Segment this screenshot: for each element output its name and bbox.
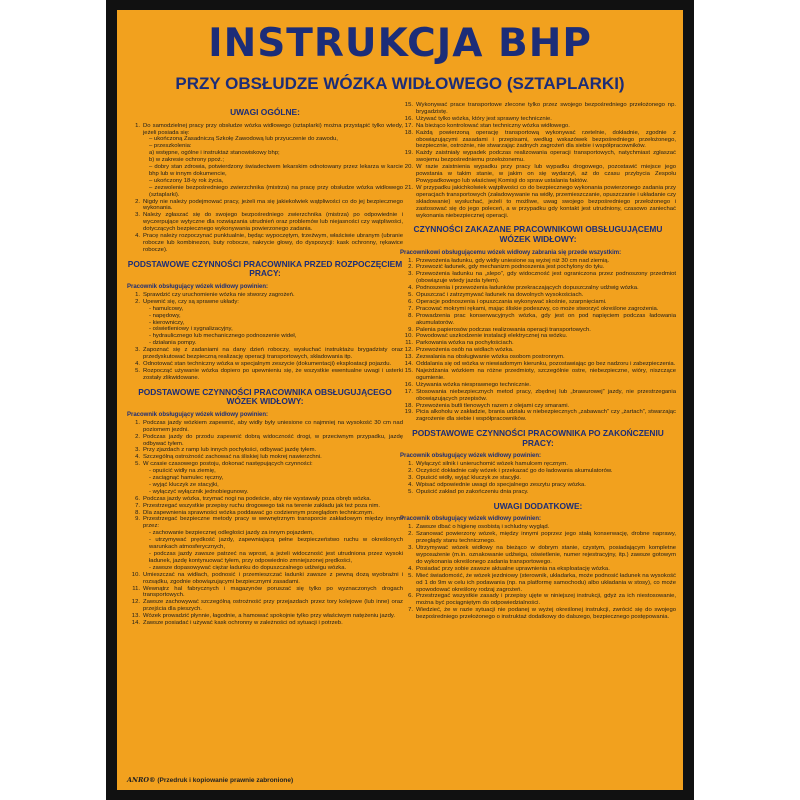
item-text: Dla zapewnienia sprawności wózka poddawać go codziennym przeglądom technicznym. bbox=[143, 509, 374, 516]
list-item bbox=[127, 347, 403, 361]
list-item bbox=[127, 613, 403, 620]
item-text: - kierowniczy, bbox=[149, 319, 185, 326]
list-item bbox=[400, 489, 676, 496]
list-item bbox=[400, 354, 676, 361]
list-item bbox=[400, 524, 676, 531]
forbidden-list bbox=[400, 258, 676, 424]
general-list bbox=[127, 123, 403, 254]
after-work-lead: Pracownik obsługujący wózek widłowy powinien: bbox=[400, 453, 542, 460]
item-text: – przeszkolenia: bbox=[149, 143, 192, 150]
item-number: 2. bbox=[135, 298, 140, 305]
item-number: 1. bbox=[135, 291, 140, 298]
list-item bbox=[127, 143, 403, 150]
item-text: Opuścić widły, wyjąć kluczyk ze stacyjki. bbox=[416, 475, 521, 482]
item-number: 8. bbox=[135, 509, 140, 516]
item-text: Najeżdżania wózkiem na różne przedmioty, szczególnie ostre, niebezpieczne, wióry, niszczące ogumienie. bbox=[416, 368, 676, 381]
item-number: 16. bbox=[404, 381, 413, 388]
item-text: Opuścić zakład po zakończeniu dnia pracy. bbox=[416, 488, 529, 495]
item-text: Przewożenia butli tlenowych razem z olejami czy smarami. bbox=[416, 402, 570, 409]
item-text: Pracować mokrymi rękami, mając śliskie podeszwy, co może stworzyć określone zagrożenia. bbox=[416, 305, 659, 312]
list-item bbox=[400, 116, 676, 123]
list-item bbox=[127, 475, 403, 482]
item-text: Parkowania wózka na pochyłościach. bbox=[416, 340, 514, 347]
item-number: 4. bbox=[135, 233, 140, 240]
item-text: Każdy zaistniały wypadek podczas realizowania operacji transportowych, natychmiast zgłaszać swojemu bezpośredniemu przełożonemu. bbox=[416, 150, 676, 164]
list-item bbox=[400, 123, 676, 130]
item-number: 6. bbox=[408, 298, 413, 305]
list-item bbox=[127, 468, 403, 475]
list-item bbox=[400, 573, 676, 594]
item-text: Należy zgłaszać się do swojego bezpośredniego zwierzchnika (mistrza) po odpowiednie i wyczerpujące wytyczne dla rozwiązania utrudnień oraz problemów lub niejasności czy wątpliwości, dotyczących bezpiecznego wykonywania powierzonego zadania. bbox=[143, 212, 403, 233]
list-item bbox=[400, 607, 676, 621]
list-item bbox=[127, 306, 403, 313]
item-number: 19. bbox=[404, 150, 413, 157]
forbidden-heading: CZYNNOŚCI ZAKAZANE PRACOWNIKOWI OBSŁUGUJĄCEMU WÓZEK WIDŁOWY: bbox=[413, 224, 663, 244]
list-item bbox=[400, 545, 676, 566]
list-item bbox=[400, 482, 676, 489]
list-item bbox=[127, 489, 403, 496]
item-text: Przestrzegać wszystkie przepisy ruchu drogowego tak na terenie zakładu jak też poza nim. bbox=[143, 502, 381, 509]
list-item bbox=[400, 150, 676, 164]
list-item bbox=[400, 292, 676, 299]
item-number: 6. bbox=[135, 495, 140, 502]
item-number: 7. bbox=[408, 305, 413, 312]
item-number: 17. bbox=[404, 122, 413, 129]
item-number: 5. bbox=[135, 461, 140, 468]
before-work-lead: Pracownik obsługujący wózek widłowy powinien: bbox=[127, 284, 269, 290]
item-text: Podczas jazdy wózkiem zapewnić, aby widły były uniesione co najmniej na wysokość 30 cm nad poziomem jezdni. bbox=[143, 419, 403, 433]
extra-notes-heading: UWAGI DODATKOWE: bbox=[493, 500, 583, 511]
poster-title: INSTRUKCJA BHP bbox=[208, 21, 592, 66]
item-text: Przewożenia ładunku, gdy widły uniesione są wyżej niż 30 cm nad ziemią. bbox=[416, 257, 610, 264]
item-text: Operacje podnoszenia i opuszczania wykonywać skośnie, szarpnięciami. bbox=[416, 298, 607, 305]
item-text: Przewożenia ładunku na „slepo”, gdy widoczność jest ograniczona przez podnoszony przedmiot (obowiązuje wtedy jazda tyłem). bbox=[416, 271, 676, 285]
item-number: 17. bbox=[404, 388, 413, 395]
item-text: Sprawdzić czy uruchomienie wózka nie stworzy zagrożeń. bbox=[143, 291, 295, 298]
list-item bbox=[400, 475, 676, 482]
item-text: - podczas jazdy zawsze patrzeć na wprost, a jeżeli widoczność jest utrudniona przez wysoki ładunek, jazdę kontynuować tyłem, przy odpowiednio zmniejszonej prędkości, bbox=[149, 551, 403, 564]
list-item bbox=[127, 551, 403, 565]
list-item bbox=[400, 566, 676, 573]
list-item bbox=[400, 185, 676, 220]
item-number: 3. bbox=[135, 347, 140, 354]
list-item bbox=[127, 333, 403, 340]
item-text: Wykonywać prace transportowe zlecone tylko przez swojego bezpośredniego przełożonego np. brygadzistę. bbox=[416, 102, 676, 115]
list-item bbox=[127, 516, 403, 530]
item-number: 7. bbox=[408, 607, 413, 614]
extra-notes-list bbox=[400, 524, 676, 621]
item-text: - opuścić widły na ziemię, bbox=[149, 468, 216, 475]
list-item bbox=[400, 299, 676, 306]
item-text: a) wstępne, ogólne i instruktaż stanowiskowy bhp; bbox=[149, 150, 280, 157]
item-text: Podczas jazdy wózka, trzymać nogi na podeście, aby nie wystawały poza obręb wózka. bbox=[143, 495, 372, 502]
item-text: - utrzymywać prędkość jazdy, zapewniającą pełne bezpieczeństwo ruchu w określonych warunkach atmosferycznych, bbox=[149, 537, 403, 551]
item-text: - hydraulicznego lub mechanicznego podnoszenie wideł, bbox=[149, 333, 297, 340]
general-heading: UWAGI OGÓLNE: bbox=[230, 107, 300, 117]
item-text: Przewożenia osób na widłach wózka. bbox=[416, 347, 514, 354]
list-item bbox=[127, 185, 403, 199]
item-text: Przewozić ładunek, gdy mechanizm podnoszenia jest pochylony do tyłu. bbox=[416, 264, 605, 271]
item-number: 2. bbox=[408, 468, 413, 475]
item-text: Upewnić się, czy są sprawne układy: bbox=[143, 298, 239, 305]
item-text: - zawsze dopasowywać ciężar ładunku do dopuszczalnego udźwigu wózka. bbox=[149, 564, 347, 571]
list-item bbox=[400, 313, 676, 327]
item-number: 18. bbox=[404, 402, 413, 409]
footer bbox=[127, 776, 293, 784]
list-item bbox=[127, 340, 403, 347]
item-number: 8. bbox=[408, 312, 413, 319]
item-number: 21. bbox=[404, 184, 413, 191]
list-item bbox=[127, 136, 403, 143]
list-item bbox=[400, 102, 676, 116]
item-text: Posiadać przy sobie zawsze aktualne uprawnienia na eksploatację wózka. bbox=[416, 565, 610, 572]
list-item bbox=[127, 572, 403, 586]
item-text: Prowadzenia prac konserwacyjnych wózka, gdy jest on pod napięciem podczas ładowania akumulatorów. bbox=[416, 312, 676, 326]
item-number: 9. bbox=[408, 326, 413, 333]
item-text: Przy zjazdach z ramp lub innych pochyłości, odbywać jazdę tyłem. bbox=[143, 447, 317, 454]
list-item bbox=[127, 164, 403, 178]
list-item bbox=[127, 212, 403, 233]
item-number: 5. bbox=[408, 572, 413, 579]
item-text: Rozpocząć używanie wózka dopiero po upewnieniu się, że wszystkie ewentualne uwagi i usterki zostały zlikwidowane. bbox=[143, 367, 403, 381]
list-item bbox=[127, 537, 403, 551]
item-text: Podnoszenia i przewożenia ładunków przekraczających dopuszczalny udźwig wózka. bbox=[416, 285, 639, 292]
poster-subtitle: PRZY OBSŁUDZE WÓZKA WIDŁOWEGO (SZTAPLARKI) bbox=[175, 74, 625, 93]
list-item bbox=[400, 285, 676, 292]
list-item bbox=[127, 150, 403, 157]
item-text: Używać tylko wózka, który jest sprawny technicznie. bbox=[416, 115, 552, 122]
item-number: 5. bbox=[135, 367, 140, 374]
item-number: 1. bbox=[408, 257, 413, 264]
item-text: Palenia papierosów podczas realizowania operacji transportowych. bbox=[416, 326, 591, 333]
after-work-list bbox=[400, 461, 676, 496]
item-number: 9. bbox=[135, 516, 140, 523]
list-item bbox=[127, 420, 403, 434]
bhp-poster bbox=[117, 10, 683, 790]
item-number: 11. bbox=[132, 585, 140, 592]
item-number: 1. bbox=[135, 419, 140, 426]
list-item bbox=[400, 368, 676, 382]
item-number: 12. bbox=[131, 599, 140, 606]
item-number: 13. bbox=[404, 354, 413, 361]
list-item bbox=[127, 496, 403, 503]
item-text: Wiedzieć, że w razie sytuacji nie podanej w wyżej określonej instrukcji, zwrócić się do swojego bezpośredniego przełożonego o instruktaż dodatkowy do dalszego, bezpiecznego postępowania. bbox=[416, 607, 676, 621]
item-number: 3. bbox=[135, 447, 140, 454]
item-text: Szanować powierzony wózek, między innymi poprzez jego stałą konserwację, drobne naprawy, przeglądy stanu technicznego. bbox=[416, 531, 676, 545]
item-number: 13. bbox=[131, 613, 140, 620]
extra-notes-lead: Pracownik obsługujący wózek widłowy powinien: bbox=[400, 516, 542, 523]
item-text: Mieć świadomość, że wózek jezdniowy (sterownik, układarka, może podnosić ładunek na wysokość od 1 do 9m w celu ich podawania (np. na platformę samochodu) albo układania w stosy), co może spowodować określony rodzaj zagrożeń. bbox=[416, 572, 676, 593]
item-number: 10. bbox=[404, 333, 413, 340]
list-item bbox=[400, 258, 676, 265]
list-item bbox=[127, 620, 403, 627]
item-text: – ukończoną Zasadniczą Szkołę Zawodową lub przyuczenie do zawodu, bbox=[149, 136, 338, 143]
list-item bbox=[400, 130, 676, 151]
list-item bbox=[400, 403, 676, 410]
list-item bbox=[127, 123, 403, 137]
item-number: 4. bbox=[408, 285, 413, 292]
publisher-logo: ANRO® bbox=[127, 776, 156, 784]
list-item bbox=[127, 482, 403, 489]
item-number: 3. bbox=[408, 271, 413, 278]
item-text: Zawsze posiadać i używać kask ochronny w zależności od sytuacji i potrzeb. bbox=[143, 620, 343, 627]
list-item bbox=[127, 565, 403, 572]
item-text: Powodować uszkodzenie instalacji elektrycznej na wózku. bbox=[416, 333, 568, 340]
item-text: Odnotować stan techniczny wózka w specjalnym zeszycie (dokumentacji) eksploatacji pojazdu. bbox=[143, 360, 392, 367]
item-text: Oddalania się od wózka w niewiadomym kierunku, pozostawiając go bez nadzoru i zabezpieczenia. bbox=[416, 361, 676, 368]
item-number: 20. bbox=[404, 164, 413, 171]
item-text: – ukończony 18-ty rok życia, bbox=[149, 177, 224, 184]
during-work-lead: Pracownik obsługujący wózek widłowy powinien: bbox=[127, 411, 269, 418]
item-number: 10. bbox=[131, 571, 140, 578]
item-number: 19. bbox=[404, 409, 413, 416]
item-number: 16. bbox=[404, 115, 413, 122]
item-number: 5. bbox=[408, 488, 413, 495]
list-item bbox=[127, 447, 403, 454]
item-number: 4. bbox=[135, 454, 140, 461]
continued-list bbox=[400, 102, 676, 219]
list-item bbox=[127, 320, 403, 327]
right-column bbox=[400, 102, 676, 621]
item-number: 4. bbox=[408, 482, 413, 489]
list-item bbox=[127, 326, 403, 333]
item-text: Zapoznać się z zadaniami na dany dzień roboczy, wysłuchać instruktażu brygadzisty oraz przedyskutować bezpieczną realizację operacji transportowych, składowania itp. bbox=[143, 347, 403, 361]
item-number: 3. bbox=[408, 545, 413, 552]
item-number: 14. bbox=[131, 620, 140, 627]
item-text: Używania wózka niesprawnego technicznie. bbox=[416, 381, 531, 388]
item-number: 2. bbox=[408, 531, 413, 538]
item-text: - zachowanie bezpiecznej odległości jazdy za innym pojazdem, bbox=[149, 530, 314, 537]
item-text: Umieszczać na widłach, podnosić i przemieszczać ładunki zawsze z pewną dozą wyobraźni i rozsądku, zgodnie obowiązującymi bezpiecznymi zasadami. bbox=[143, 571, 403, 585]
item-text: W razie zaistnienia wypadku przy pracy lub wypadku drogowego, pozostawić miejsce jego powstania w takim stanie, w jakim on się wydarzył, aż do czasu przybycia Zespołu Powypadkowego lub właściwej Komisji do spraw ustalania faktów. bbox=[416, 164, 676, 184]
item-number: 11. bbox=[405, 340, 413, 347]
list-item bbox=[127, 599, 403, 613]
item-text: Pracę należy rozpoczynać punktualnie, będąc wypoczętym, trzeźwym, właściwie ubranym (ubranie robocze lub kombinezon, buty robocze, nakrycie głowy, do dyspozycji: kask ochronny, rękawice robocze). bbox=[143, 233, 403, 253]
item-text: W czasie czasowego postoju, dokonać następujących czynności: bbox=[143, 461, 313, 468]
item-number: 5. bbox=[408, 292, 413, 299]
list-item bbox=[127, 292, 403, 299]
list-item bbox=[127, 368, 403, 382]
list-item bbox=[127, 503, 403, 510]
list-item bbox=[127, 157, 403, 164]
list-item bbox=[127, 530, 403, 537]
item-text: Zawsze zachowywać szczególną ostrożność przy przejazdach przez tory kolejowe (lub inne) oraz przejścia dla pieszych. bbox=[143, 599, 403, 613]
list-item bbox=[400, 264, 676, 271]
list-item bbox=[400, 461, 676, 468]
item-number: 12. bbox=[404, 347, 413, 354]
list-item bbox=[400, 347, 676, 354]
list-item bbox=[400, 468, 676, 475]
list-item bbox=[400, 361, 676, 368]
item-text: - zaciągnąć hamulec ręczny, bbox=[149, 475, 224, 482]
item-text: – dobry stan zdrowia, potwierdzony świadectwem lekarskim odnotowany przez lekarza w karcie bhp lub w innym dokumencie, bbox=[149, 164, 403, 177]
during-work-list bbox=[127, 420, 403, 627]
item-number: 6. bbox=[408, 593, 413, 600]
item-text: Stosowania niebezpiecznych metod pracy, zbędnej lub „brawurowej” jazdy, nie przestrzegania obowiązujących przepisów. bbox=[416, 388, 676, 402]
during-work-heading: PODSTAWOWE CZYNNOŚCI PRACOWNIKA OBSŁUGUJĄCEGO WÓZEK WIDŁOWY: bbox=[138, 386, 392, 407]
item-text: Do samodzielnej pracy przy obsłudze wózka widłowego (sztaplarki) można przystąpić tylko wtedy, jeżeli posiada się: bbox=[143, 122, 403, 136]
item-number: 14. bbox=[404, 361, 413, 368]
list-item bbox=[400, 164, 676, 185]
after-work-heading: PODSTAWOWE CZYNNOŚCI PRACOWNIKA PO ZAKOŃCZENIU PRACY: bbox=[412, 428, 664, 448]
item-text: – zezwolenie bezpośredniego zwierzchnika (mistrza) na pracę przy obsłudze wózka widłowego (sztaplarki). bbox=[149, 184, 403, 198]
list-item bbox=[127, 199, 403, 213]
list-item bbox=[400, 382, 676, 389]
item-text: Zezwalania na obsługiwanie wózka osobom postronnym. bbox=[416, 354, 565, 361]
item-text: b) w zakresie ochrony ppoż.; bbox=[149, 157, 224, 164]
item-text: W przypadku jakichkolwiek wątpliwości co do bezpiecznego wykonania powierzonego zadania przy operacjach transportowych (załadowywanie na widły, przemieszczanie, opuszczanie i układanie czy składowanie) wysłuchać, jeżeli to możliwe, uwag swojego bezpośredniego przełożonego i zastosować się do jego poleceń, a w przypadku gdy kontakt jest utrudniony, czasowo zaniechać wykonania niebezpiecznej operacji. bbox=[416, 184, 676, 219]
list-item bbox=[400, 409, 676, 423]
item-text: Na bieżąco kontrolować stan techniczny wózka widłowego. bbox=[416, 122, 570, 129]
item-number: 2. bbox=[408, 264, 413, 271]
list-item bbox=[400, 306, 676, 313]
list-item bbox=[400, 271, 676, 285]
list-item bbox=[127, 434, 403, 448]
item-text: Picia alkoholu w zakładzie, brania udziału w niebezpiecznych „zabawach” czy „żartach”, stwarzając zagrożenie dla siebie i współpracowników. bbox=[416, 409, 676, 423]
item-number: 15. bbox=[404, 368, 413, 374]
list-item bbox=[127, 586, 403, 600]
item-number: 15. bbox=[404, 102, 413, 108]
list-item bbox=[400, 593, 676, 607]
list-item bbox=[400, 531, 676, 545]
item-number: 1. bbox=[408, 461, 413, 468]
item-number: 7. bbox=[135, 502, 140, 509]
list-item bbox=[127, 454, 403, 461]
item-number: 3. bbox=[135, 212, 140, 219]
item-text: Wpisać odpowiednie uwagi do specjalnego zeszytu pracy wózka. bbox=[416, 482, 586, 489]
item-text: Wewnątrz hal fabrycznych i magazynów poruszać się tylko po wyznaczonych drogach transportowych. bbox=[143, 585, 403, 599]
before-work-list bbox=[127, 292, 403, 382]
item-text: - oświetleniowy i sygnalizacyjny, bbox=[149, 326, 233, 333]
item-text: - wyjąć kluczyk ze stacyjki, bbox=[149, 481, 219, 488]
before-work-heading: PODSTAWOWE CZYNNOŚCI PRACOWNIKA PRZED ROZPOCZĘCIEM PRACY: bbox=[127, 258, 403, 279]
list-item bbox=[127, 461, 403, 468]
list-item bbox=[127, 510, 403, 517]
left-column bbox=[127, 102, 403, 627]
item-text: Każdą powierzoną operację transportową wykonywać rzetelnie, dokładnie, zgodnie z obowiązującymi zasadami i przepisami, według wskazówek bezpośredniego przełożonego, bezpiecznie, ostrożnie, nie stwarzając żadnych zagrożeń dla siebie i współpracowników. bbox=[416, 129, 676, 150]
list-item bbox=[127, 178, 403, 185]
item-text: Oczyścić dokładnie cały wózek i przekazać go do ładowania akumulatorów. bbox=[416, 468, 613, 475]
list-item bbox=[127, 313, 403, 320]
item-text: - wyłączyć wyłącznik jednobiegunowy. bbox=[149, 488, 249, 495]
item-text: Wyłączyć silnik i unieruchomić wózek hamulcem ręcznym. bbox=[416, 461, 568, 468]
item-text: - działania pompy. bbox=[149, 340, 197, 347]
list-item bbox=[127, 299, 403, 306]
item-number: 3. bbox=[408, 475, 413, 482]
item-text: Zawsze dbać o higienę osobistą i schludny wygląd. bbox=[416, 524, 550, 531]
item-text: Przestrzegać bezpieczne metody pracy w wewnętrznym transporcie zakładowym między innymi przez: bbox=[143, 516, 403, 530]
forbidden-lead: Pracownikowi obsługującemu wózek widłowy zabrania się przede wszystkim: bbox=[400, 249, 622, 256]
item-text: Szczególną ostrożność zachować na śliskiej lub mokrej nawierzchni. bbox=[143, 454, 322, 461]
item-number: 4. bbox=[135, 360, 140, 367]
item-text: Nigdy nie należy podejmować pracy, jeżeli ma się jakiekolwiek wątpliwości co do jej bezpiecznego wykonania. bbox=[143, 198, 403, 212]
list-item bbox=[400, 340, 676, 347]
item-text: Utrzymywać wózek widłowy na bieżąco w dobrym stanie, czystym, posiadającym kompletne wyposażenie (m.in. oznakowanie udźwigu, oświetlenie, numer rejestracyjny, itp.) zawsze gotowym do wykonania określonego zadania transportowego. bbox=[416, 545, 676, 565]
item-number: 1. bbox=[135, 122, 140, 129]
item-text: - hamulcowy, bbox=[149, 305, 184, 312]
item-text: Przestrzegać wszystkie zasady i przepisy ujęte w niniejszej instrukcji, gdyż za ich niestosowanie, można być pociągniętym do odpowiedzialności. bbox=[416, 593, 676, 607]
list-item bbox=[127, 233, 403, 254]
item-text: - napędowy, bbox=[149, 312, 181, 319]
list-item bbox=[127, 361, 403, 368]
item-number: 2. bbox=[135, 433, 140, 440]
item-number: 1. bbox=[408, 524, 413, 531]
list-item bbox=[400, 327, 676, 334]
item-text: Opuszczać i zatrzymywać ładunek na dowolnych wysokościach. bbox=[416, 292, 584, 299]
item-number: 2. bbox=[135, 198, 140, 205]
copyright-note: (Przedruk i kopiowanie prawnie zabronione) bbox=[157, 777, 294, 784]
list-item bbox=[400, 389, 676, 403]
item-number: 18. bbox=[404, 129, 413, 136]
list-item bbox=[400, 333, 676, 340]
item-text: Wózek prowadzić płynnie, łagodnie, a hamować spokojnie tylko przy właściwym natężeniu jazdy. bbox=[143, 613, 395, 620]
item-text: Podczas jazdy do przodu zapewnić dobrą widoczność drogi, w przeciwnym przypadku, jazdę odbywać tyłem. bbox=[143, 433, 403, 447]
item-number: 4. bbox=[408, 565, 413, 572]
